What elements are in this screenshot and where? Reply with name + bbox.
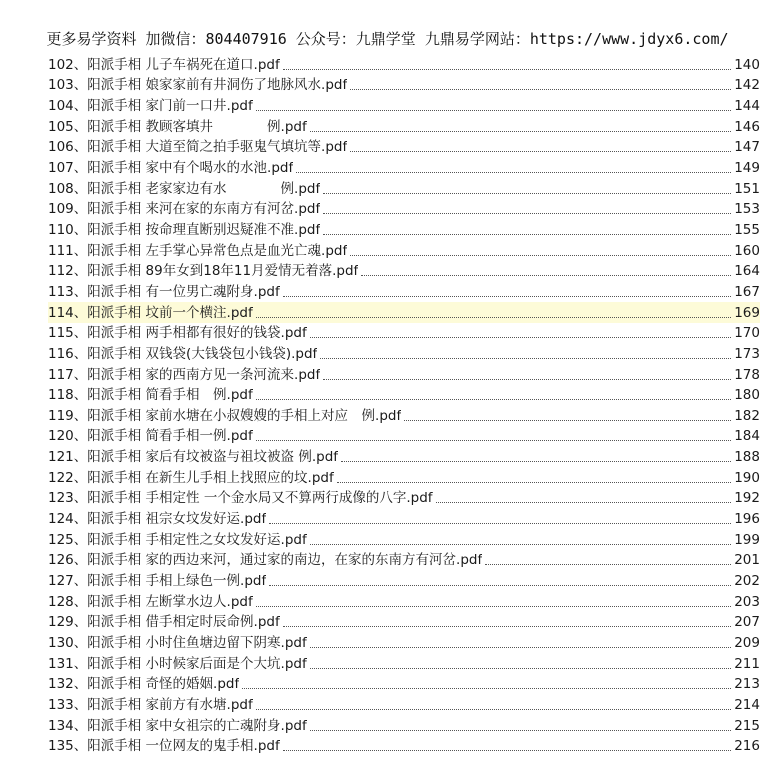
toc-entry-page-number[interactable]: 167: [734, 283, 760, 300]
toc-entry-title[interactable]: 107、阳派手相 家中有个喝水的水池.pdf: [48, 159, 294, 176]
toc-entry[interactable]: [48, 550, 760, 571]
toc-entry[interactable]: [48, 137, 760, 158]
dot-leader: [283, 296, 731, 297]
toc-entry-page-number[interactable]: 182: [734, 407, 760, 424]
toc-entry-page-number[interactable]: 149: [734, 159, 760, 176]
dot-leader: [256, 317, 731, 318]
toc-entry-title[interactable]: 105、阳派手相 教顾客填井 例.pdf: [48, 118, 307, 135]
toc-entry-page-number[interactable]: 170: [734, 325, 760, 342]
toc-entry[interactable]: [48, 736, 760, 757]
toc-entry-page-number[interactable]: 207: [734, 614, 760, 631]
toc-entry-title[interactable]: 130、阳派手相 小时住鱼塘边留下阴寒.pdf: [48, 635, 307, 652]
dot-leader: [350, 255, 731, 256]
toc-entry[interactable]: [48, 323, 760, 344]
toc-entry-page-number[interactable]: 144: [734, 97, 760, 114]
toc-entry-title[interactable]: 115、阳派手相 两手相都有很好的钱袋.pdf: [48, 325, 307, 342]
toc-entry[interactable]: [48, 302, 760, 323]
toc-entry-page-number[interactable]: 178: [734, 366, 760, 383]
toc-entry-title[interactable]: 128、阳派手相 左断掌水边人.pdf: [48, 593, 253, 610]
toc-entry-page-number[interactable]: 184: [734, 428, 760, 445]
toc-entry[interactable]: [48, 240, 760, 261]
toc-entry-title[interactable]: 127、阳派手相 手相上绿色一例.pdf: [48, 573, 267, 590]
toc-entry-page-number[interactable]: 215: [734, 717, 760, 734]
dot-leader: [269, 585, 731, 586]
toc-entry-title[interactable]: 126、阳派手相 家的西边来河，通过家的南边，在家的东南方有河岔.pdf: [48, 552, 483, 569]
toc-entry-page-number[interactable]: 180: [734, 387, 760, 404]
toc-entry-title[interactable]: 112、阳派手相 89年女到18年11月爱情无着落.pdf: [48, 263, 359, 280]
toc-entry[interactable]: [48, 281, 760, 302]
dot-leader: [320, 358, 731, 359]
dot-leader: [404, 420, 731, 421]
toc-entry-title[interactable]: 118、阳派手相 简看手相 例.pdf: [48, 387, 253, 404]
toc-entry[interactable]: [48, 488, 760, 509]
toc-entry-title[interactable]: 117、阳派手相 家的西南方见一条河流来.pdf: [48, 366, 321, 383]
toc-entry-title[interactable]: 123、阳派手相 手相定性 一个金水局又不算两行成像的八字.pdf: [48, 490, 433, 507]
toc-entry-title[interactable]: 106、阳派手相 大道至简之拍手驱鬼气填坑等.pdf: [48, 139, 348, 156]
dot-leader: [256, 399, 731, 400]
toc-entry[interactable]: [48, 385, 760, 406]
toc-entry-page-number[interactable]: 147: [734, 139, 760, 156]
dot-leader: [256, 440, 731, 441]
toc-entry[interactable]: [48, 261, 760, 282]
toc-entry[interactable]: [48, 405, 760, 426]
dot-leader: [323, 379, 731, 380]
dot-leader: [350, 89, 731, 90]
toc-entry[interactable]: [48, 199, 760, 220]
toc-entry-title[interactable]: 114、阳派手相 坟前一个横注.pdf: [48, 304, 253, 321]
toc-entry-page-number[interactable]: 199: [734, 531, 760, 548]
dot-leader: [323, 213, 731, 214]
toc-entry-title[interactable]: 103、阳派手相 娘家家前有井洞伤了地脉风水.pdf: [48, 77, 348, 94]
toc-entry[interactable]: [48, 467, 760, 488]
toc-entry-page-number[interactable]: 160: [734, 242, 760, 259]
toc-entry-page-number[interactable]: 214: [734, 697, 760, 713]
dot-leader: [296, 172, 731, 173]
toc-entry[interactable]: [48, 653, 760, 674]
dot-leader: [310, 730, 731, 731]
toc-entry[interactable]: [48, 75, 760, 96]
toc-entry-title[interactable]: 110、阳派手相 按命理直断别迟疑准不准.pdf: [48, 221, 321, 238]
toc-entry-page-number[interactable]: 211: [734, 655, 760, 672]
toc-entry[interactable]: [48, 591, 760, 612]
toc-entry-page-number[interactable]: 169: [734, 304, 760, 321]
toc-entry-page-number[interactable]: 155: [734, 221, 760, 238]
toc-entry[interactable]: [48, 446, 760, 467]
dot-leader: [337, 482, 731, 483]
dot-leader: [350, 151, 731, 152]
toc-entry[interactable]: [48, 157, 760, 178]
toc-entry[interactable]: [48, 364, 760, 385]
dot-leader: [310, 131, 731, 132]
toc-entry[interactable]: [48, 219, 760, 240]
dot-leader: [323, 193, 731, 194]
toc-entry-title[interactable]: 131、阳派手相 小时候家后面是个大坑.pdf: [48, 655, 307, 672]
dot-leader: [361, 275, 731, 276]
dot-leader: [283, 69, 731, 70]
toc-entry-page-number[interactable]: 146: [734, 118, 760, 135]
toc-entry[interactable]: [48, 426, 760, 447]
dot-leader: [310, 337, 731, 338]
toc-entry-page-number[interactable]: 202: [734, 573, 760, 590]
toc-entry-title[interactable]: 108、阳派手相 老家家边有水 例.pdf: [48, 180, 321, 197]
toc-entry-title[interactable]: 122、阳派手相 在新生儿手相上找照应的坟.pdf: [48, 469, 334, 486]
dot-leader: [310, 544, 731, 545]
dot-leader: [283, 626, 731, 627]
dot-leader: [436, 502, 732, 503]
toc-entry-page-number[interactable]: 190: [734, 469, 760, 486]
toc-entry[interactable]: [48, 343, 760, 364]
toc-entry-page-number[interactable]: 151: [734, 180, 760, 197]
toc-entry[interactable]: [48, 632, 760, 653]
toc-entry-title[interactable]: 111、阳派手相 左手掌心异常色点是血光亡魂.pdf: [48, 242, 348, 259]
toc-entry-page-number[interactable]: 196: [734, 511, 760, 528]
dot-leader: [310, 668, 731, 669]
toc-entry-page-number[interactable]: 201: [734, 552, 760, 569]
toc-entry-title[interactable]: 116、阳派手相 双钱袋(大钱袋包小钱袋).pdf: [48, 345, 318, 362]
toc-entry-page-number[interactable]: 173: [734, 345, 760, 362]
toc-entry[interactable]: [48, 54, 760, 75]
page-header-banner: 更多易学资料 加微信：804407916 公众号：九鼎学堂 九鼎易学网站：https://www.jdyx6.com/: [46, 30, 729, 48]
toc-entry-title[interactable]: 133、阳派手相 家前方有水塘.pdf: [48, 697, 253, 713]
toc-entry-title[interactable]: 120、阳派手相 简看手相一例.pdf: [48, 428, 253, 445]
toc-entry-page-number[interactable]: 188: [734, 449, 760, 466]
toc-entry-page-number[interactable]: 209: [734, 635, 760, 652]
toc-entry-page-number[interactable]: 164: [734, 263, 760, 280]
toc-entry-title[interactable]: 102、阳派手相 儿子车祸死在道口.pdf: [48, 56, 280, 73]
toc-entry[interactable]: [48, 694, 760, 715]
toc-entry[interactable]: [48, 570, 760, 591]
dot-leader: [310, 647, 731, 648]
toc-entry[interactable]: [48, 612, 760, 633]
dot-leader: [256, 606, 731, 607]
toc-entry-title[interactable]: 109、阳派手相 来河在家的东南方有河岔.pdf: [48, 201, 321, 218]
toc-entry-title[interactable]: 124、阳派手相 祖宗女坟发好运.pdf: [48, 511, 267, 528]
dot-leader: [256, 110, 731, 111]
dot-leader: [283, 750, 731, 751]
toc-entry-title[interactable]: 134、阳派手相 家中女祖宗的亡魂附身.pdf: [48, 717, 307, 734]
dot-leader: [341, 461, 731, 462]
dot-leader: [242, 688, 731, 689]
dot-leader: [485, 564, 731, 565]
toc-entry-page-number[interactable]: 216: [734, 738, 760, 755]
toc-entry[interactable]: [48, 95, 760, 116]
toc-entry[interactable]: [48, 529, 760, 550]
toc-entry[interactable]: [48, 715, 760, 736]
dot-leader: [323, 234, 731, 235]
toc-entry-page-number[interactable]: 203: [734, 593, 760, 610]
toc-entry[interactable]: [48, 178, 760, 199]
toc-entry-title[interactable]: 121、阳派手相 家后有坟被盗与祖坟被盗 例.pdf: [48, 449, 339, 466]
dot-leader: [256, 709, 731, 710]
toc-entry-title[interactable]: 125、阳派手相 手相定性之女坟发好运.pdf: [48, 531, 307, 548]
toc-entry[interactable]: [48, 674, 760, 695]
toc-entry-page-number[interactable]: 142: [734, 77, 760, 94]
toc-entry-title[interactable]: 132、阳派手相 奇怪的婚姻.pdf: [48, 676, 240, 693]
toc-entry[interactable]: [48, 508, 760, 529]
toc-entry-title[interactable]: 135、阳派手相 一位网友的鬼手相.pdf: [48, 738, 280, 755]
toc-entry-title[interactable]: 129、阳派手相 借手相定时辰命例.pdf: [48, 614, 280, 631]
toc-entry-title[interactable]: 119、阳派手相 家前水塘在小叔嫂嫂的手相上对应 例.pdf: [48, 407, 402, 424]
dot-leader: [269, 523, 731, 524]
toc-entry-title[interactable]: 104、阳派手相 家门前一口井.pdf: [48, 97, 253, 114]
toc-entry-page-number[interactable]: 153: [734, 201, 760, 218]
table-of-contents: [48, 54, 760, 756]
toc-entry-page-number[interactable]: 140: [734, 56, 760, 73]
toc-entry-page-number[interactable]: 192: [734, 490, 760, 507]
toc-entry-title[interactable]: 113、阳派手相 有一位男亡魂附身.pdf: [48, 283, 280, 300]
toc-entry-page-number[interactable]: 213: [734, 676, 760, 693]
toc-entry[interactable]: [48, 116, 760, 137]
